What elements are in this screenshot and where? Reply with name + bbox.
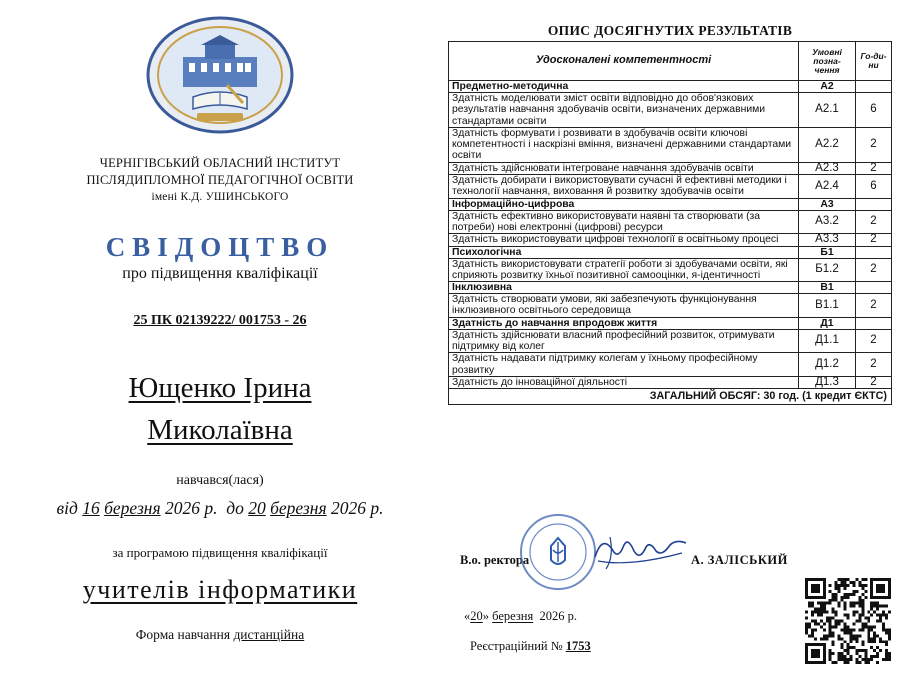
competency-code: А2.1 <box>799 93 856 128</box>
total-volume: ЗАГАЛЬНИЙ ОБСЯГ: 30 год. (1 кредит ЄКТС) <box>449 389 892 405</box>
patronymic: Миколаївна <box>147 414 293 446</box>
study-dates <box>0 498 440 519</box>
study-form <box>0 627 440 643</box>
competency-hours <box>856 246 892 258</box>
registration <box>470 639 591 654</box>
competency-row <box>449 127 892 162</box>
results-table <box>448 41 892 405</box>
rector-label: В.о. ректора <box>460 553 530 567</box>
from-day: 16 <box>82 498 100 518</box>
studied-label: навчався(лася) <box>176 473 264 488</box>
competency-hours <box>856 81 892 93</box>
competency-group-row <box>449 198 892 210</box>
competency-code: Д1.1 <box>799 329 856 353</box>
competency-text: Здатність моделювати зміст освіти відповідно до обов'язкових результатів навчання здобувачів освіти, визначених державними стандартами освіти <box>449 93 799 128</box>
to-year: 2026 р. <box>330 498 384 518</box>
competency-code: А2.3 <box>799 162 856 174</box>
competency-hours: 2 <box>856 162 892 174</box>
competency-text: Здатність формувати і розвивати в здобувачів освіти ключові компетентності і наскрізні вміння, визначені державними стандартами освіти <box>449 127 799 162</box>
competency-code: Д1.2 <box>799 353 856 377</box>
competency-code: А3 <box>799 198 856 210</box>
competency-hours <box>856 198 892 210</box>
competency-text: Здатність добирати і використовувати сучасні й ефективні методики і технології навчання, виховання й розвитку здобувачів освіти <box>449 175 799 199</box>
program-specialty <box>0 575 440 605</box>
form-value: дистанційна <box>233 627 305 642</box>
competency-text: Здатність використовувати стратегії роботи зі здобувачами освіти, які сприяють розвитку їхньої позитивної самооцінки, я-ідентичності <box>449 258 799 282</box>
header-competencies: Удосконалені компетентності <box>449 42 799 81</box>
competency-code: Б1.2 <box>799 258 856 282</box>
competency-hours: 6 <box>856 93 892 128</box>
person-name-line-1 <box>0 372 440 405</box>
competency-row <box>449 162 892 174</box>
institute-name <box>0 155 440 206</box>
competency-text: Здатність до навчання впродовж життя <box>449 317 799 329</box>
competency-text: Здатність надавати підтримку колегам у їхньому професійному розвитку <box>449 353 799 377</box>
from-year: 2026 р. <box>164 498 218 518</box>
competency-text: Здатність створювати умови, які забезпечують функціонування інклюзивного освітнього середовища <box>449 294 799 318</box>
certificate-number: 25 ПК 02139222/ 001753 - 26 <box>133 313 307 328</box>
institute-line-2: ПІСЛЯДИПЛОМНОЇ ПЕДАГОГІЧНОЇ ОСВІТИ <box>86 173 354 187</box>
competency-code: А2.4 <box>799 175 856 199</box>
competency-code: А3.3 <box>799 234 856 246</box>
competency-group-row <box>449 246 892 258</box>
certificate-title: СВІДОЦТВО <box>105 232 335 262</box>
competency-code: Д1.3 <box>799 376 856 388</box>
competency-code: В1.1 <box>799 294 856 318</box>
competency-hours: 2 <box>856 353 892 377</box>
competency-hours: 2 <box>856 376 892 388</box>
competency-row <box>449 234 892 246</box>
competency-text: Здатність здійснювати власний професійний розвиток, отримувати підтримку від колег <box>449 329 799 353</box>
competency-row <box>449 93 892 128</box>
competency-hours <box>856 282 892 294</box>
competency-code: А3.2 <box>799 210 856 234</box>
registration-label: Реєстраційний № <box>470 639 566 653</box>
to-word: до <box>226 498 244 518</box>
surname-first-name: Ющенко Ірина <box>128 372 312 404</box>
competency-hours: 2 <box>856 258 892 282</box>
competency-hours: 6 <box>856 175 892 199</box>
institute-logo-icon <box>145 15 295 135</box>
competency-hours <box>856 317 892 329</box>
specialty-text: учителів інформатики <box>82 575 358 604</box>
qr-code-icon <box>805 578 891 664</box>
to-month: березня <box>270 498 327 518</box>
from-month: березня <box>104 498 161 518</box>
competency-hours: 2 <box>856 127 892 162</box>
competency-text: Інформаційно-цифрова <box>449 198 799 210</box>
competency-text: Здатність здійснювати інтегроване навчання здобувачів освіти <box>449 162 799 174</box>
competency-text: Здатність використовувати цифрові технології в освітньому процесі <box>449 234 799 246</box>
rector-name: А. ЗАЛІСЬКИЙ <box>691 553 788 567</box>
competency-hours: 2 <box>856 234 892 246</box>
competency-code: Б1 <box>799 246 856 258</box>
competency-row <box>449 353 892 377</box>
header-hours: Го-ди-ни <box>856 42 892 81</box>
competency-code: В1 <box>799 282 856 294</box>
competency-hours: 2 <box>856 329 892 353</box>
results-title: ОПИС ДОСЯГНУТИХ РЕЗУЛЬТАТІВ <box>547 23 793 38</box>
from-word: від <box>56 498 78 518</box>
issue-day: 20 <box>470 609 483 623</box>
competency-group-row <box>449 81 892 93</box>
program-label: за програмою підвищення кваліфікації <box>112 545 328 560</box>
issue-month: березня <box>492 609 534 623</box>
competency-text: Здатність ефективно використовувати наявні та створювати (за потреби) нові електронні (цифрові) ресурси <box>449 210 799 234</box>
competency-row <box>449 294 892 318</box>
stamp-icon <box>518 512 598 592</box>
to-day: 20 <box>248 498 266 518</box>
competency-code: А2 <box>799 81 856 93</box>
competency-text: Психологічна <box>449 246 799 258</box>
competency-text: Інклюзивна <box>449 282 799 294</box>
competency-row <box>449 376 892 388</box>
registration-number: 1753 <box>565 639 591 653</box>
certificate-front <box>0 0 440 674</box>
person-name-line-2 <box>0 414 440 447</box>
competency-text: Предметно-методична <box>449 81 799 93</box>
total-row <box>449 389 892 405</box>
issue-date <box>464 609 577 624</box>
competency-hours: 2 <box>856 210 892 234</box>
issue-open-quote: « <box>464 609 471 623</box>
signature-icon <box>590 527 695 575</box>
header-codes: Умовні позна-чення <box>799 42 856 81</box>
institute-line-1: ЧЕРНІГІВСЬКИЙ ОБЛАСНИЙ ІНСТИТУТ <box>99 156 341 170</box>
form-label: Форма навчання <box>135 627 234 642</box>
competency-code: А2.2 <box>799 127 856 162</box>
issue-year: 2026 р. <box>539 609 577 623</box>
institute-line-3: імені К.Д. УШИНСЬКОГО <box>151 191 289 203</box>
results-header-row <box>449 42 892 81</box>
competency-row <box>449 329 892 353</box>
competency-group-row <box>449 317 892 329</box>
competency-row <box>449 258 892 282</box>
issue-close-quote: » <box>482 609 489 623</box>
certificate-subtitle: про підвищення кваліфікації <box>122 265 318 282</box>
competency-hours: 2 <box>856 294 892 318</box>
competency-text: Здатність до інноваційної діяльності <box>449 376 799 388</box>
competency-row <box>449 175 892 199</box>
competency-row <box>449 210 892 234</box>
competency-code: Д1 <box>799 317 856 329</box>
competency-group-row <box>449 282 892 294</box>
